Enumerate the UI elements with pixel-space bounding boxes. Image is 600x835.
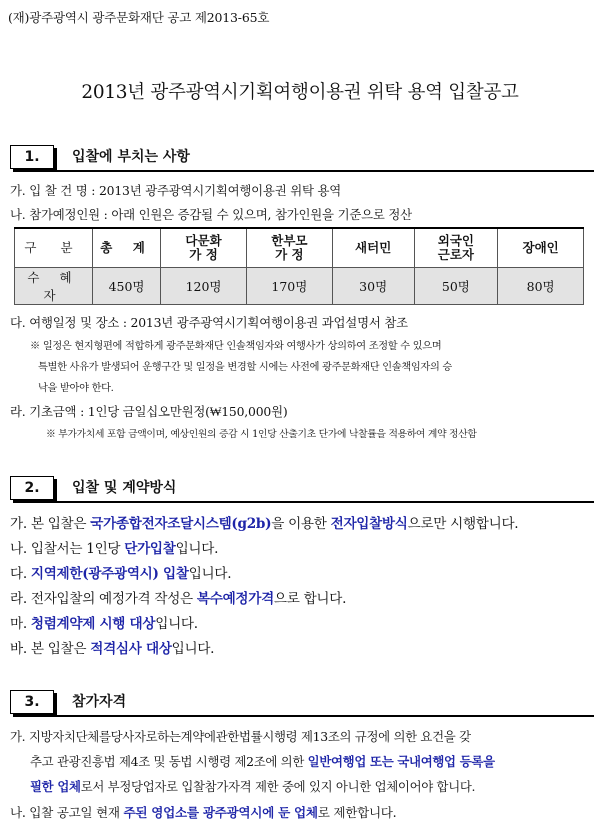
item-ga-e-bidding: [10, 512, 518, 532]
table-header-cell: 외국인 근로자: [414, 228, 498, 268]
section-1-title: 입찰에 부치는 사항: [72, 149, 190, 165]
table-header-cell: 다문화 가 정: [161, 228, 247, 268]
text: 입니다.: [188, 566, 232, 582]
text: 로서 부정당업자로 입찰참가자격 제한 중에 있지 아니한 업체이어야 합니다.: [80, 779, 476, 794]
item-ga-eligibility-1: 가. 지방자치단체를당사자로하는계약에관한법률시행령 제13조의 규정에 의한 요건을 갖: [10, 729, 471, 744]
text: 다.: [10, 566, 31, 582]
item-ga-bid-name: 가. 입 찰 건 명 : 2013년 광주광역시기획여행이용권 위탁 용역: [10, 183, 342, 198]
table-cell: 30명: [332, 268, 414, 305]
note-schedule-1: ※ 일정은 현지형편에 적합하게 광주문화재단 인솔책임자와 여행사가 상의하여 조정할 수 있으며: [30, 341, 442, 352]
table-header-row: [15, 228, 584, 268]
text: 을 이용한: [271, 516, 331, 532]
item-ma-integrity: [10, 612, 198, 632]
text: 바. 본 입찰은: [10, 641, 91, 657]
text: 입니다.: [171, 641, 215, 657]
text: 추고 관광진흥법 제4조 및 동법 시행령 제2조에 의한: [30, 754, 308, 769]
emphasis-text: 필한 업체: [30, 779, 81, 794]
emphasis-text: 복수예정가격: [196, 591, 274, 607]
table-cell: 수 혜 자: [15, 268, 93, 305]
emphasis-text: 국가종합전자조달시스템(g2b): [90, 516, 272, 532]
table-cell: 170명: [246, 268, 332, 305]
emphasis-text: 단가입찰: [124, 541, 176, 557]
item-na-location: [10, 802, 396, 821]
notice-number: (재)광주광역시 광주문화재단 공고 제2013-65호: [8, 10, 270, 25]
section-2-title: 입찰 및 계약방식: [72, 480, 177, 496]
section-2-underline: [56, 501, 594, 503]
section-1-underline: [56, 170, 594, 172]
section-1-number: 1.: [10, 145, 54, 169]
note-schedule-3: 낙을 받아야 한다.: [38, 383, 114, 394]
item-ba-qualification: [10, 637, 214, 657]
text: 나. 입찰 공고일 현재: [10, 805, 124, 820]
table-header-cell: 한부모 가 정: [246, 228, 332, 268]
emphasis-text: 적격심사 대상: [90, 641, 172, 657]
text: 으로 합니다.: [273, 591, 347, 607]
participants-table: [14, 227, 584, 305]
table-header-cell: 새터민: [332, 228, 414, 268]
item-ga-eligibility-2: [30, 752, 495, 770]
emphasis-text: 일반여행업 또는 국내여행업 등록을: [307, 754, 495, 769]
text: 입니다.: [175, 541, 219, 557]
table-header-cell: 총 계: [92, 228, 160, 268]
table-cell: 80명: [498, 268, 584, 305]
table-cell: 120명: [161, 268, 247, 305]
emphasis-text: 주된 영업소를 광주광역시에 둔 업체: [123, 805, 318, 820]
table-cell: 50명: [414, 268, 498, 305]
table-header-cell: 장애인: [498, 228, 584, 268]
emphasis-text: 청렴계약제 시행 대상: [30, 616, 156, 632]
text: 입니다.: [155, 616, 198, 632]
table-header-cell: 구 분: [15, 228, 93, 268]
text: 으로만 시행합니다.: [407, 516, 519, 532]
section-3-underline: [56, 715, 594, 717]
note-schedule-2: 특별한 사유가 발생되어 운행구간 및 일정을 변경할 시에는 사전에 광주문화재단 인솔책임자의 승: [38, 362, 452, 373]
item-ra-estimated-price: [10, 587, 346, 607]
section-2-number: 2.: [10, 476, 54, 500]
note-vat: ※ 부가가치세 포함 금액이며, 예상인원의 증감 시 1인당 산출기초 단가에 낙찰률을 적용하여 계약 정산함: [46, 429, 477, 440]
emphasis-text: 지역제한(광주광역시) 입찰: [30, 566, 189, 582]
item-na-participants: 나. 참가예정인원 : 아래 인원은 증감될 수 있으며, 참가인원을 기준으로 정산: [10, 207, 412, 222]
item-da-schedule: 다. 여행일정 및 장소 : 2013년 광주광역시기획여행이용권 과업설명서 참조: [10, 315, 408, 330]
text: 가. 본 입찰은: [10, 516, 91, 532]
table-cell: 450명: [92, 268, 160, 305]
section-3-title: 참가자격: [72, 694, 127, 710]
text: 라. 전자입찰의 예정가격 작성은: [10, 591, 197, 607]
text: 마.: [10, 616, 31, 632]
item-na-unit-price: [10, 537, 218, 557]
item-da-regional-limit: [10, 562, 231, 582]
item-ga-eligibility-3: [30, 777, 475, 795]
text: 나. 입찰서는 1인당: [10, 541, 125, 557]
document-title: 2013년 광주광역시기획여행이용권 위탁 용역 입찰공고: [81, 82, 519, 103]
emphasis-text: 전자입찰방식: [330, 516, 408, 532]
text: 로 제한합니다.: [317, 805, 397, 820]
table-row: [15, 268, 584, 305]
section-3-number: 3.: [10, 690, 54, 714]
item-ra-base-amount: 라. 기초금액 : 1인당 금일십오만원정(₩150,000원): [10, 404, 288, 419]
